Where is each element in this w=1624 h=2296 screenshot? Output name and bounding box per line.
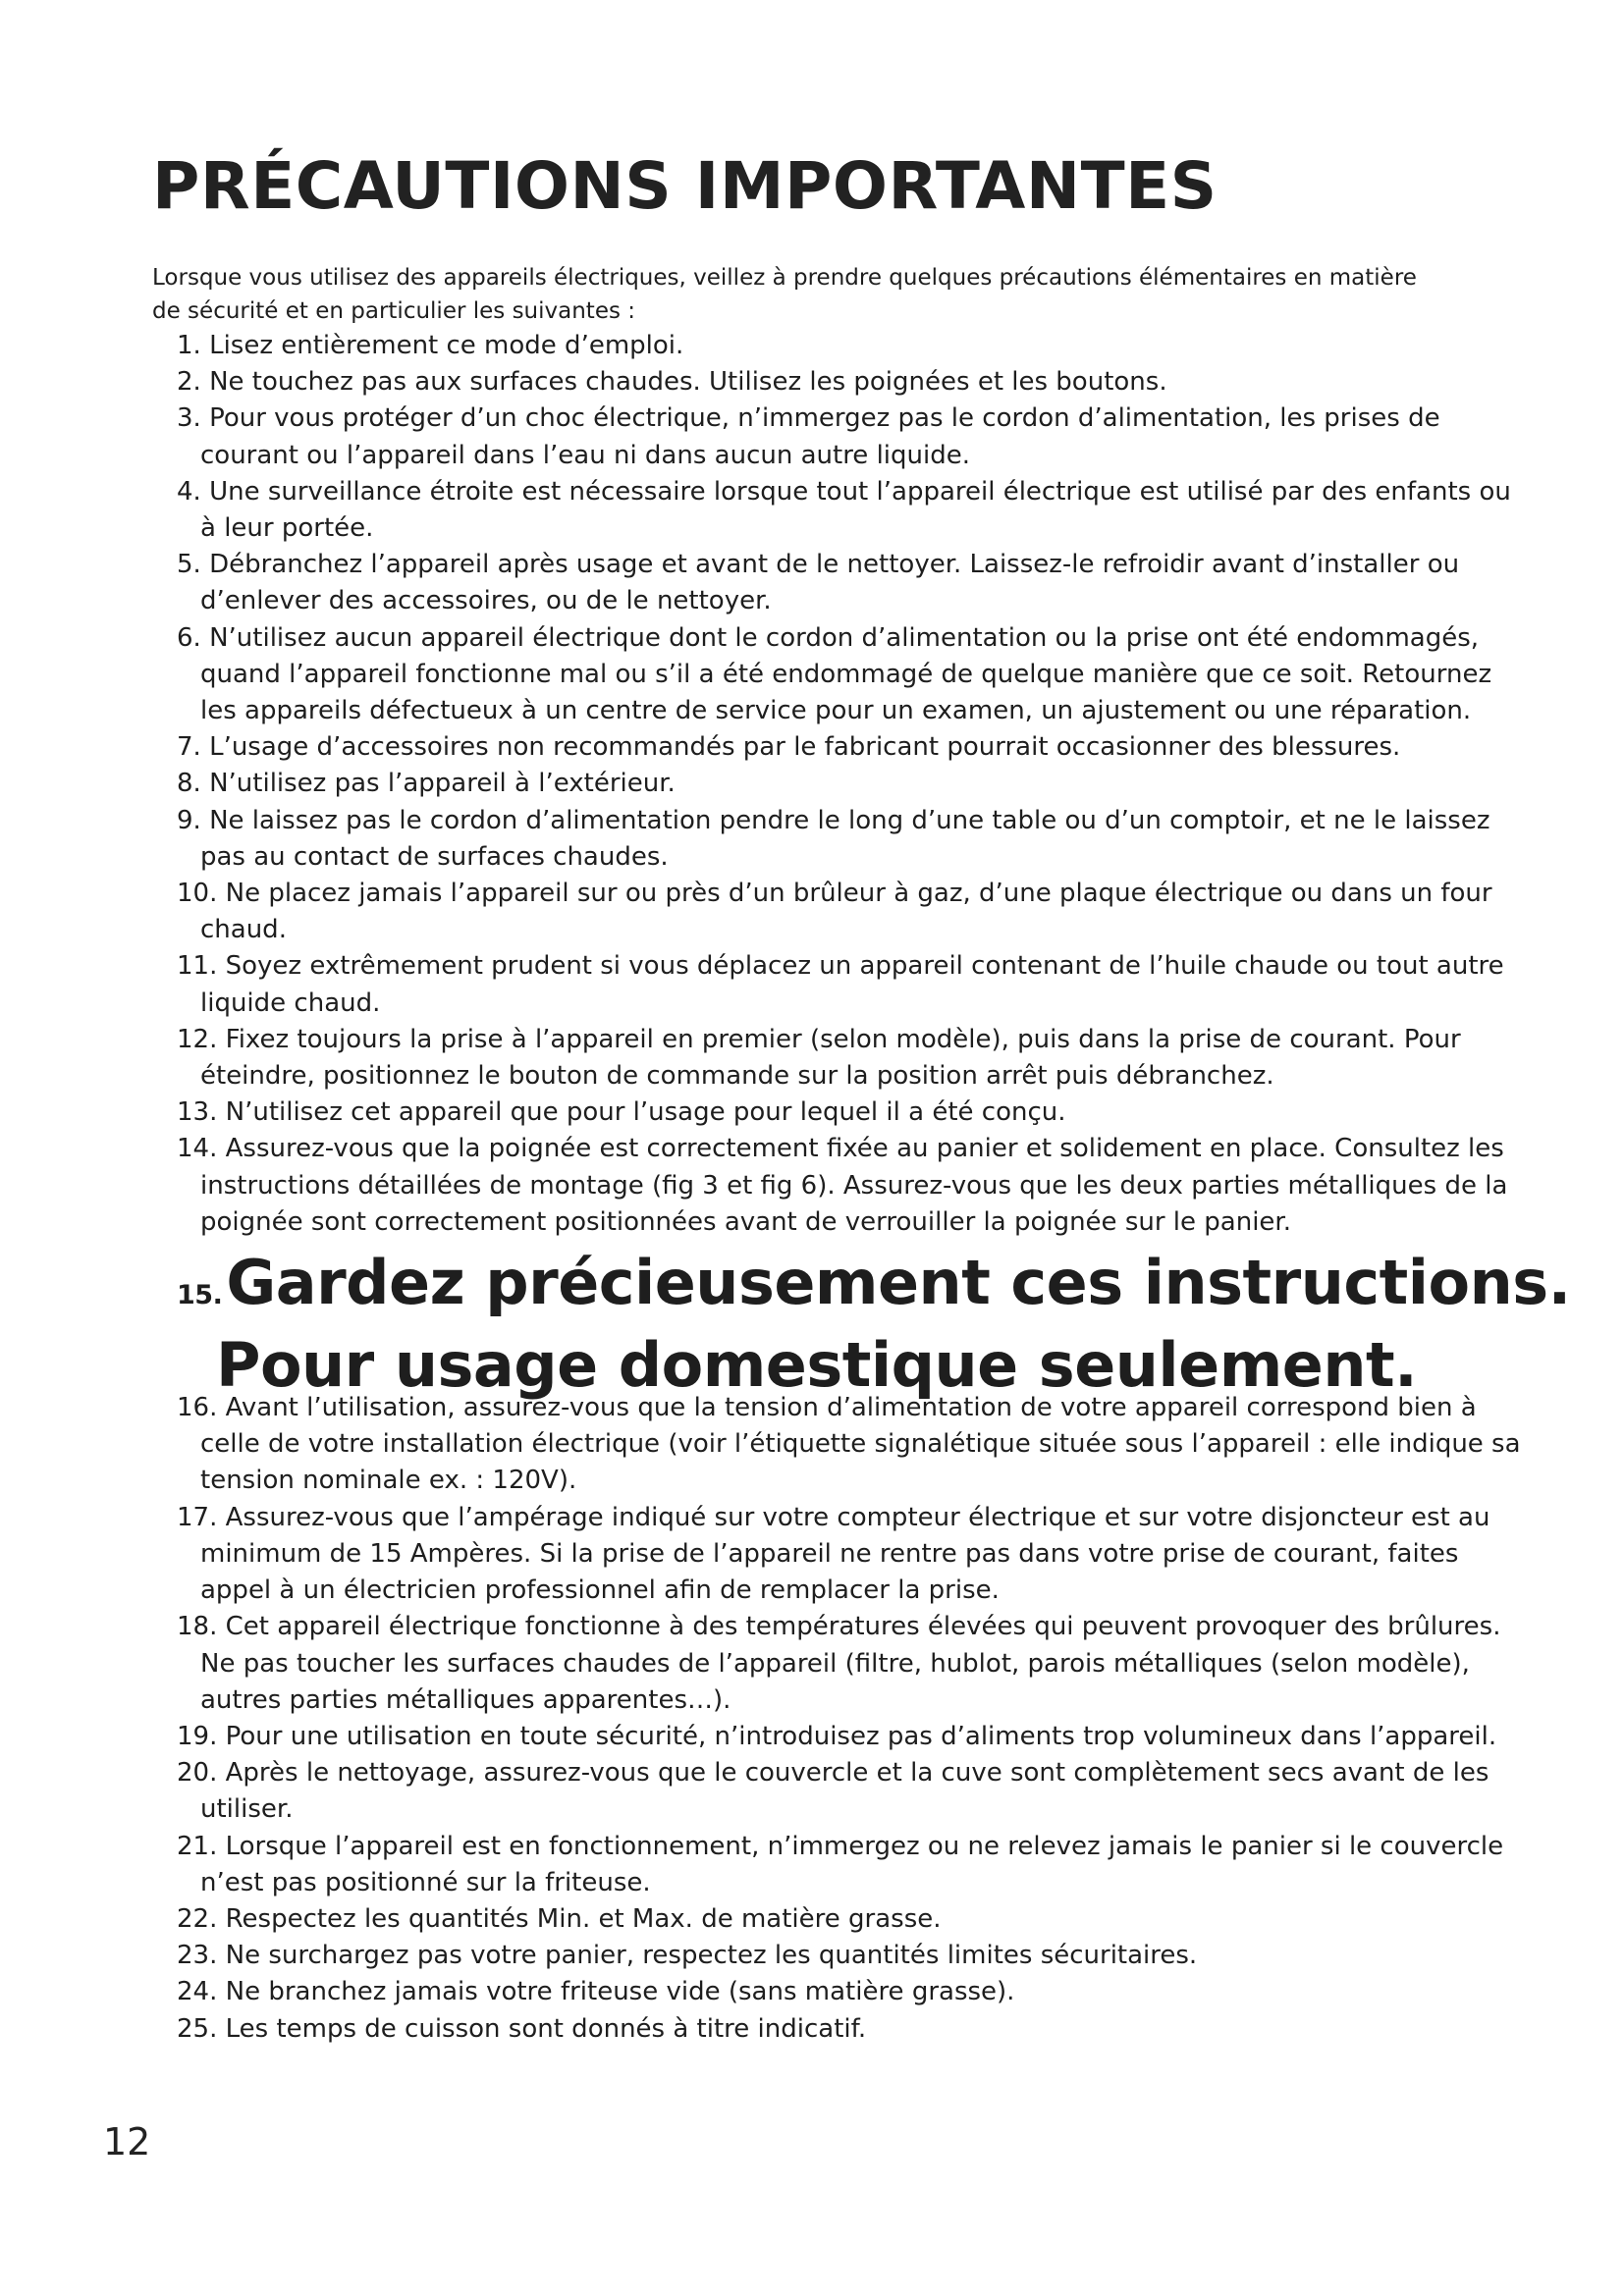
item-text: Ne surchargez pas votre panier, respectez les quantités limites sécuritaires.: [225, 1941, 1198, 1971]
list-item: [177, 1095, 1522, 1131]
list-item: [177, 1609, 1522, 1719]
list-item: [177, 1719, 1522, 1755]
item-text: Ne laissez pas le cordon d’alimentation pendre le long d’une table ou d’un comptoir, et ne le laissez pas au contact de surfaces chaudes.: [200, 805, 1490, 872]
item-number: 21.: [177, 1831, 218, 1861]
item-number: 11.: [177, 951, 218, 982]
list-item: [177, 1022, 1522, 1095]
item-text: Lisez entièrement ce mode d’emploi.: [209, 331, 684, 360]
item-text: Après le nettoyage, assurez-vous que le couvercle et la cuve sont complètement secs avant de les utiliser.: [200, 1758, 1489, 1825]
intro-paragraph: Lorsque vous utilisez des appareils électriques, veillez à prendre quelques précautions élémentaires en matière de sécurité et en particulier les suivantes :: [152, 265, 1417, 324]
item-number: 7.: [177, 732, 201, 763]
item-number: 24.: [177, 1977, 218, 2007]
precautions-list: [177, 328, 1571, 2048]
item-text: Ne branchez jamais votre friteuse vide (sans matière grasse).: [225, 1977, 1015, 2007]
list-item: [177, 400, 1522, 473]
item-text: Débranchez l’appareil après usage et avant de le nettoyer. Laissez-le refroidir avant d’installer ou d’enlever des accessoires, ou de le nettoyer.: [200, 550, 1460, 616]
emphasis-item: [177, 1241, 1571, 1402]
list-item: [177, 1829, 1522, 1901]
list-item: [177, 328, 1522, 364]
item-text: N’utilisez pas l’appareil à l’extérieur.: [209, 769, 676, 799]
list-item: [177, 1974, 1522, 2010]
emphasis-line-2: Pour usage domestique seulement.: [216, 1329, 1418, 1402]
list-item: [177, 1500, 1522, 1610]
item-text: Pour vous protéger d’un choc électrique, n’immergez pas le cordon d’alimentation, les prises de courant ou l’appareil dans l’eau ni dans aucun autre liquide.: [200, 403, 1440, 470]
emphasis-line-1: [177, 1247, 1571, 1318]
item-number: 10.: [177, 879, 218, 909]
list-item: [177, 1390, 1522, 1500]
item-text: Soyez extrêmement prudent si vous déplacez un appareil contenant de l’huile chaude ou tout autre liquide chaud.: [200, 951, 1504, 1018]
item-text: Ne placez jamais l’appareil sur ou près d’un brûleur à gaz, d’une plaque électrique ou dans un four chaud.: [200, 879, 1492, 945]
item-text: N’utilisez cet appareil que pour l’usage pour lequel il a été conçu.: [225, 1097, 1066, 1128]
item-number: 8.: [177, 769, 201, 799]
item-number: 15.: [177, 1280, 223, 1311]
list-item: [177, 2011, 1522, 2048]
item-text: Pour une utilisation en toute sécurité, n’introduisez pas d’aliments trop volumineux dans l’appareil.: [225, 1721, 1497, 1751]
item-text: Ne touchez pas aux surfaces chaudes. Utilisez les poignées et les boutons.: [209, 367, 1167, 398]
item-number: 19.: [177, 1721, 218, 1751]
item-number: 13.: [177, 1097, 218, 1128]
item-number: 2.: [177, 367, 201, 398]
page-title: PRÉCAUTIONS IMPORTANTES: [152, 148, 1218, 224]
item-number: 3.: [177, 403, 201, 434]
item-number: 12.: [177, 1024, 218, 1054]
item-text: Avant l’utilisation, assurez-vous que la tension d’alimentation de votre appareil correspond bien à celle de votre installation électrique (voir l’étiquette signalétique située sous l’appareil : elle indique sa tension nominale ex. : 120V).: [200, 1393, 1521, 1496]
item-number: 17.: [177, 1502, 218, 1532]
item-number: 6.: [177, 622, 201, 653]
list-item: [177, 1755, 1522, 1828]
list-item: [177, 803, 1522, 876]
list-item: [177, 1131, 1522, 1241]
item-number: 25.: [177, 2013, 218, 2044]
item-number: 5.: [177, 550, 201, 580]
item-text: Assurez-vous que l’ampérage indiqué sur votre compteur électrique et sur votre disjoncteur est au minimum de 15 Ampères. Si la prise de l’appareil ne rentre pas dans votre prise de courant, faites appel à un électricien professionnel afin de remplacer la prise.: [200, 1502, 1490, 1606]
item-text: Fixez toujours la prise à l’appareil en premier (selon modèle), puis dans la prise de courant. Pour éteindre, positionnez le bouton de commande sur la position arrêt puis débranchez.: [200, 1024, 1461, 1092]
item-number: 9.: [177, 805, 201, 835]
item-text: L’usage d’accessoires non recommandés par le fabricant pourrait occasionner des blessures.: [209, 732, 1401, 763]
item-text: Une surveillance étroite est nécessaire lorsque tout l’appareil électrique est utilisé par des enfants ou à leur portée.: [200, 476, 1511, 544]
item-number: 20.: [177, 1758, 218, 1789]
item-number: 22.: [177, 1903, 218, 1934]
list-item: [177, 948, 1522, 1021]
list-item: [177, 547, 1522, 619]
list-item: [177, 364, 1522, 400]
list-item: [177, 729, 1522, 766]
item-number: 16.: [177, 1393, 218, 1423]
item-text: Respectez les quantités Min. et Max. de matière grasse.: [225, 1903, 942, 1934]
list-item: [177, 620, 1522, 730]
item-number: 23.: [177, 1941, 218, 1971]
item-text: Cet appareil électrique fonctionne à des températures élevées qui peuvent provoquer des brûlures. Ne pas toucher les surfaces chaudes de l’appareil (filtre, hublot, parois métalliques (selon modèle), autres parties métalliques apparentes…).: [200, 1612, 1501, 1715]
list-item: [177, 876, 1522, 948]
item-number: 1.: [177, 331, 201, 360]
item-number: 14.: [177, 1134, 218, 1164]
list-item: [177, 1901, 1522, 1938]
emphasis-text-1: Gardez précieusement ces instructions.: [226, 1247, 1571, 1319]
item-text: Assurez-vous que la poignée est correctement fixée au panier et solidement en place. Consultez les instructions détaillées de montage (fig 3 et fig 6). Assurez-vous que les deux parties métalliques de la poignée sont correctement positionnées avant de verrouiller la poignée sur le panier.: [200, 1134, 1508, 1237]
item-text: N’utilisez aucun appareil électrique dont le cordon d’alimentation ou la prise ont été endommagés, quand l’appareil fonctionne mal ou s’il a été endommagé de quelque manière que ce soit. Retournez les appareils défectueux à un centre de service pour un examen, un ajustement ou une réparation.: [200, 622, 1492, 726]
page-number: 12: [103, 2120, 151, 2163]
item-number: 4.: [177, 476, 201, 507]
list-item: [177, 474, 1522, 547]
list-item: [177, 1938, 1522, 1974]
item-text: Lorsque l’appareil est en fonctionnement, n’immergez ou ne relevez jamais le panier si le couvercle n’est pas positionné sur la friteuse.: [200, 1831, 1504, 1897]
item-number: 18.: [177, 1612, 218, 1642]
item-text: Les temps de cuisson sont donnés à titre indicatif.: [225, 2013, 867, 2044]
list-item: [177, 766, 1522, 802]
